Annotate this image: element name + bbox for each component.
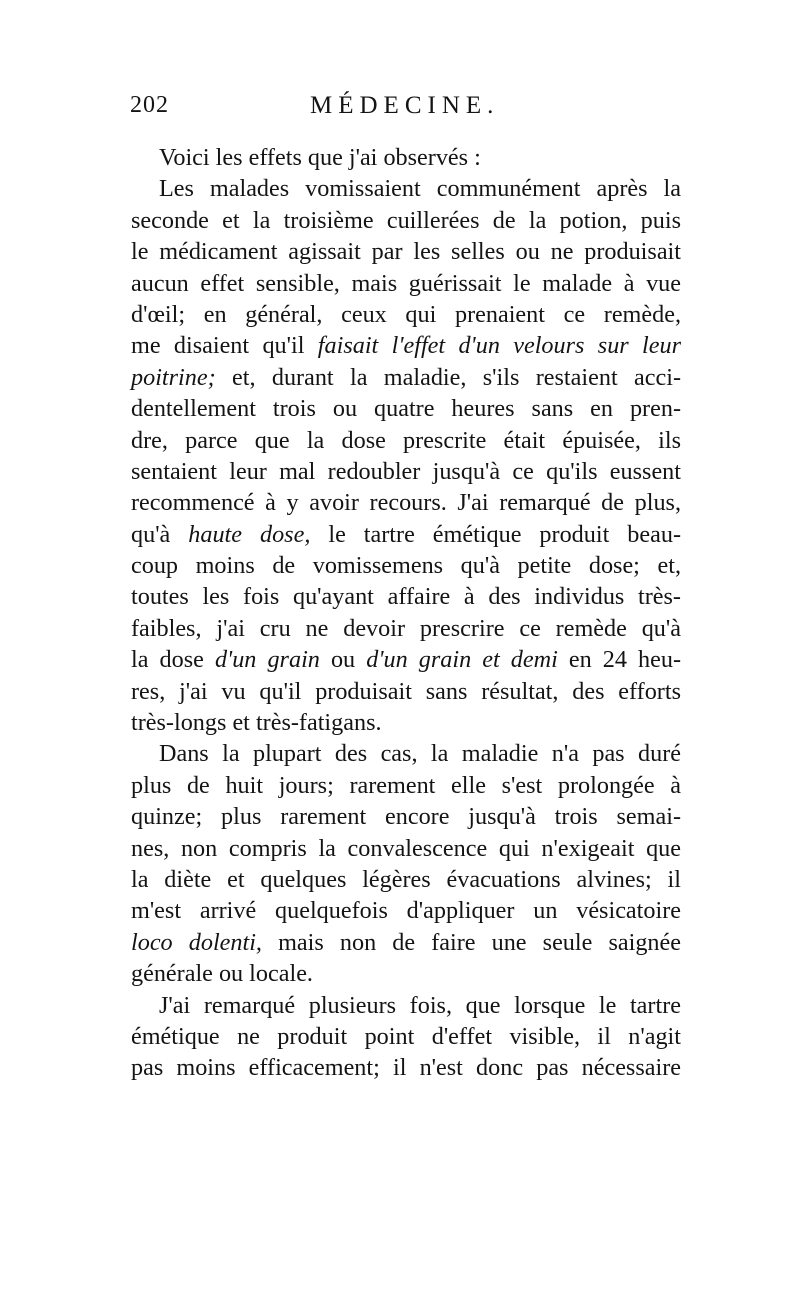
text-segment: seconde et la troisième cuillerées de la potion, puis — [131, 206, 681, 234]
text-segment: qu'à — [131, 520, 189, 548]
text-line — [131, 990, 681, 1021]
text-line — [131, 330, 681, 361]
body-text — [131, 142, 681, 1084]
text-line — [131, 205, 681, 236]
text-line — [131, 393, 681, 424]
text-line — [131, 173, 681, 204]
text-line — [131, 770, 681, 801]
text-line — [131, 142, 681, 173]
text-segment: générale ou locale. — [131, 960, 313, 988]
text-line — [131, 613, 681, 644]
italic-text: d'un grain et demi — [366, 646, 558, 674]
text-line — [131, 456, 681, 487]
text-segment: Les malades vomissaient communément après la — [159, 175, 681, 203]
text-line — [131, 738, 681, 769]
text-segment: plus de huit jours; rarement elle s'est prolongée à — [131, 771, 681, 799]
text-segment: et, durant la maladie, s'ils restaient acci- — [215, 363, 681, 391]
text-segment: la diète et quelques légères évacuations alvines; il — [131, 865, 681, 893]
text-segment: m'est arrivé quelquefois d'appliquer un vésicatoire — [131, 897, 681, 925]
text-line — [131, 895, 681, 926]
text-line — [131, 676, 681, 707]
text-line — [131, 487, 681, 518]
text-segment: Dans la plupart des cas, la maladie n'a pas duré — [159, 740, 681, 768]
text-line — [131, 581, 681, 612]
page-number: 202 — [130, 92, 169, 118]
text-segment: le médicament agissait par les selles ou ne produisait — [131, 238, 681, 266]
text-line — [131, 550, 681, 581]
text-segment: Voici les effets que j'ai observés : — [159, 144, 481, 171]
text-line — [131, 236, 681, 267]
running-head — [130, 92, 690, 132]
text-segment: J'ai remarqué plusieurs fois, que lorsque le tartre — [159, 991, 681, 1019]
section-title: MÉDECINE. — [310, 92, 500, 119]
text-segment: coup moins de vomissemens qu'à petite dose; et, — [131, 552, 681, 580]
text-line — [131, 864, 681, 895]
text-segment: d'œil; en général, ceux qui prenaient ce remède, — [131, 300, 681, 328]
text-segment: ou — [319, 646, 367, 674]
text-line — [131, 801, 681, 832]
text-line — [131, 362, 681, 393]
text-line — [131, 958, 681, 989]
text-segment: mais non de faire une seule saignée — [261, 928, 681, 956]
text-line — [131, 425, 681, 456]
text-segment: la dose — [131, 646, 215, 674]
text-segment: faibles, j'ai cru ne devoir prescrire ce remède qu'à — [131, 614, 681, 642]
italic-text: poitrine; — [131, 363, 216, 391]
text-line — [131, 644, 681, 675]
italic-text: faisait l'effet d'un velours sur leur — [317, 332, 681, 360]
text-segment: nes, non compris la convalescence qui n'exigeait que — [131, 834, 681, 862]
text-segment: sentaient leur mal redoubler jusqu'à ce qu'ils eussent — [131, 457, 681, 485]
text-segment: le tartre émétique produit beau- — [310, 520, 681, 548]
text-segment: recommencé à y avoir recours. J'ai remarqué de plus, — [131, 489, 681, 517]
italic-text: loco dolenti, — [131, 928, 262, 956]
text-line — [131, 707, 681, 738]
text-segment: toutes les fois qu'ayant affaire à des individus très- — [131, 583, 681, 611]
text-line — [131, 1021, 681, 1052]
text-line — [131, 299, 681, 330]
text-line — [131, 268, 681, 299]
text-segment: aucun effet sensible, mais guérissait le malade à vue — [131, 269, 681, 297]
text-segment: dre, parce que la dose prescrite était épuisée, ils — [131, 426, 681, 454]
text-line — [131, 833, 681, 864]
text-segment: en 24 heu- — [557, 646, 682, 674]
text-segment: me disaient qu'il — [131, 332, 318, 360]
italic-text: d'un grain — [214, 646, 320, 674]
text-segment: dentellement trois ou quatre heures sans en pren- — [131, 395, 681, 423]
italic-text: haute dose, — [188, 520, 311, 548]
text-line — [131, 1052, 681, 1083]
text-segment: pas moins efficacement; il n'est donc pas nécessaire — [131, 1054, 681, 1082]
text-segment: res, j'ai vu qu'il produisait sans résultat, des efforts — [131, 677, 681, 705]
text-segment: très-longs et très-fatigans. — [131, 709, 382, 737]
text-segment: émétique ne produit point d'effet visible, il n'agit — [131, 1022, 681, 1050]
text-line — [131, 519, 681, 550]
text-line — [131, 927, 681, 958]
text-segment: quinze; plus rarement encore jusqu'à trois semai- — [131, 803, 681, 831]
